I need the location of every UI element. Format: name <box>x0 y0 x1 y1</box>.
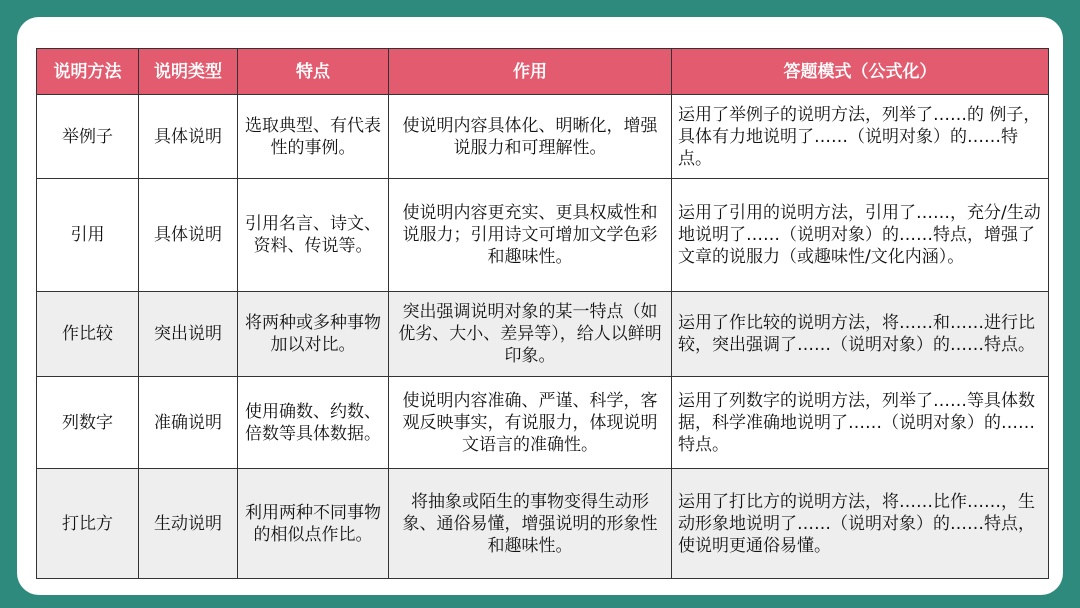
method-cell: 作比较 <box>37 292 139 377</box>
function-cell: 突出强调说明对象的某一特点（如优劣、大小、差异等），给人以鲜明印象。 <box>389 292 672 377</box>
type-cell: 准确说明 <box>139 377 238 469</box>
table-row <box>37 469 1049 579</box>
type-cell: 具体说明 <box>139 95 238 179</box>
answer-mode-cell: 运用了举例子的说明方法，列举了……的 例子，具体有力地说明了……（说明对象）的……特点。 <box>672 95 1049 179</box>
table-row <box>37 377 1049 469</box>
answer-mode-cell: 运用了打比方的说明方法，将……比作……，生动形象地说明了……（说明对象）的……特点，使说明更通俗易懂。 <box>672 469 1049 579</box>
function-cell: 将抽象或陌生的事物变得生动形象、通俗易懂，增强说明的形象性和趣味性。 <box>389 469 672 579</box>
function-cell: 使说明内容准确、严谨、科学，客观反映事实，有说服力，体现说明文语言的准确性。 <box>389 377 672 469</box>
header-feature: 特点 <box>238 49 389 95</box>
method-cell: 引用 <box>37 179 139 292</box>
table-row <box>37 179 1049 292</box>
explanation-methods-table <box>36 48 1049 579</box>
function-cell: 使说明内容具体化、明晰化，增强说服力和可理解性。 <box>389 95 672 179</box>
feature-cell: 利用两种不同事物的相似点作比。 <box>238 469 389 579</box>
answer-mode-cell: 运用了作比较的说明方法，将……和……进行比较，突出强调了……（说明对象）的……特点。 <box>672 292 1049 377</box>
header-method: 说明方法 <box>37 49 139 95</box>
type-cell: 具体说明 <box>139 179 238 292</box>
feature-cell: 使用确数、约数、倍数等具体数据。 <box>238 377 389 469</box>
header-answer-mode: 答题模式（公式化） <box>672 49 1049 95</box>
header-type: 说明类型 <box>139 49 238 95</box>
feature-cell: 选取典型、有代表性的事例。 <box>238 95 389 179</box>
table-row <box>37 95 1049 179</box>
method-cell: 打比方 <box>37 469 139 579</box>
method-cell: 举例子 <box>37 95 139 179</box>
header-function: 作用 <box>389 49 672 95</box>
table-header-row <box>37 49 1049 95</box>
type-cell: 生动说明 <box>139 469 238 579</box>
table-row <box>37 292 1049 377</box>
type-cell: 突出说明 <box>139 292 238 377</box>
function-cell: 使说明内容更充实、更具权威性和说服力；引用诗文可增加文学色彩和趣味性。 <box>389 179 672 292</box>
answer-mode-cell: 运用了列数字的说明方法，列举了……等具体数据，科学准确地说明了……（说明对象）的……特点。 <box>672 377 1049 469</box>
feature-cell: 引用名言、诗文、资料、传说等。 <box>238 179 389 292</box>
answer-mode-cell: 运用了引用的说明方法，引用了……，充分/生动地说明了……（说明对象）的……特点，增强了文章的说服力（或趣味性/文化内涵）。 <box>672 179 1049 292</box>
feature-cell: 将两种或多种事物加以对比。 <box>238 292 389 377</box>
method-cell: 列数字 <box>37 377 139 469</box>
